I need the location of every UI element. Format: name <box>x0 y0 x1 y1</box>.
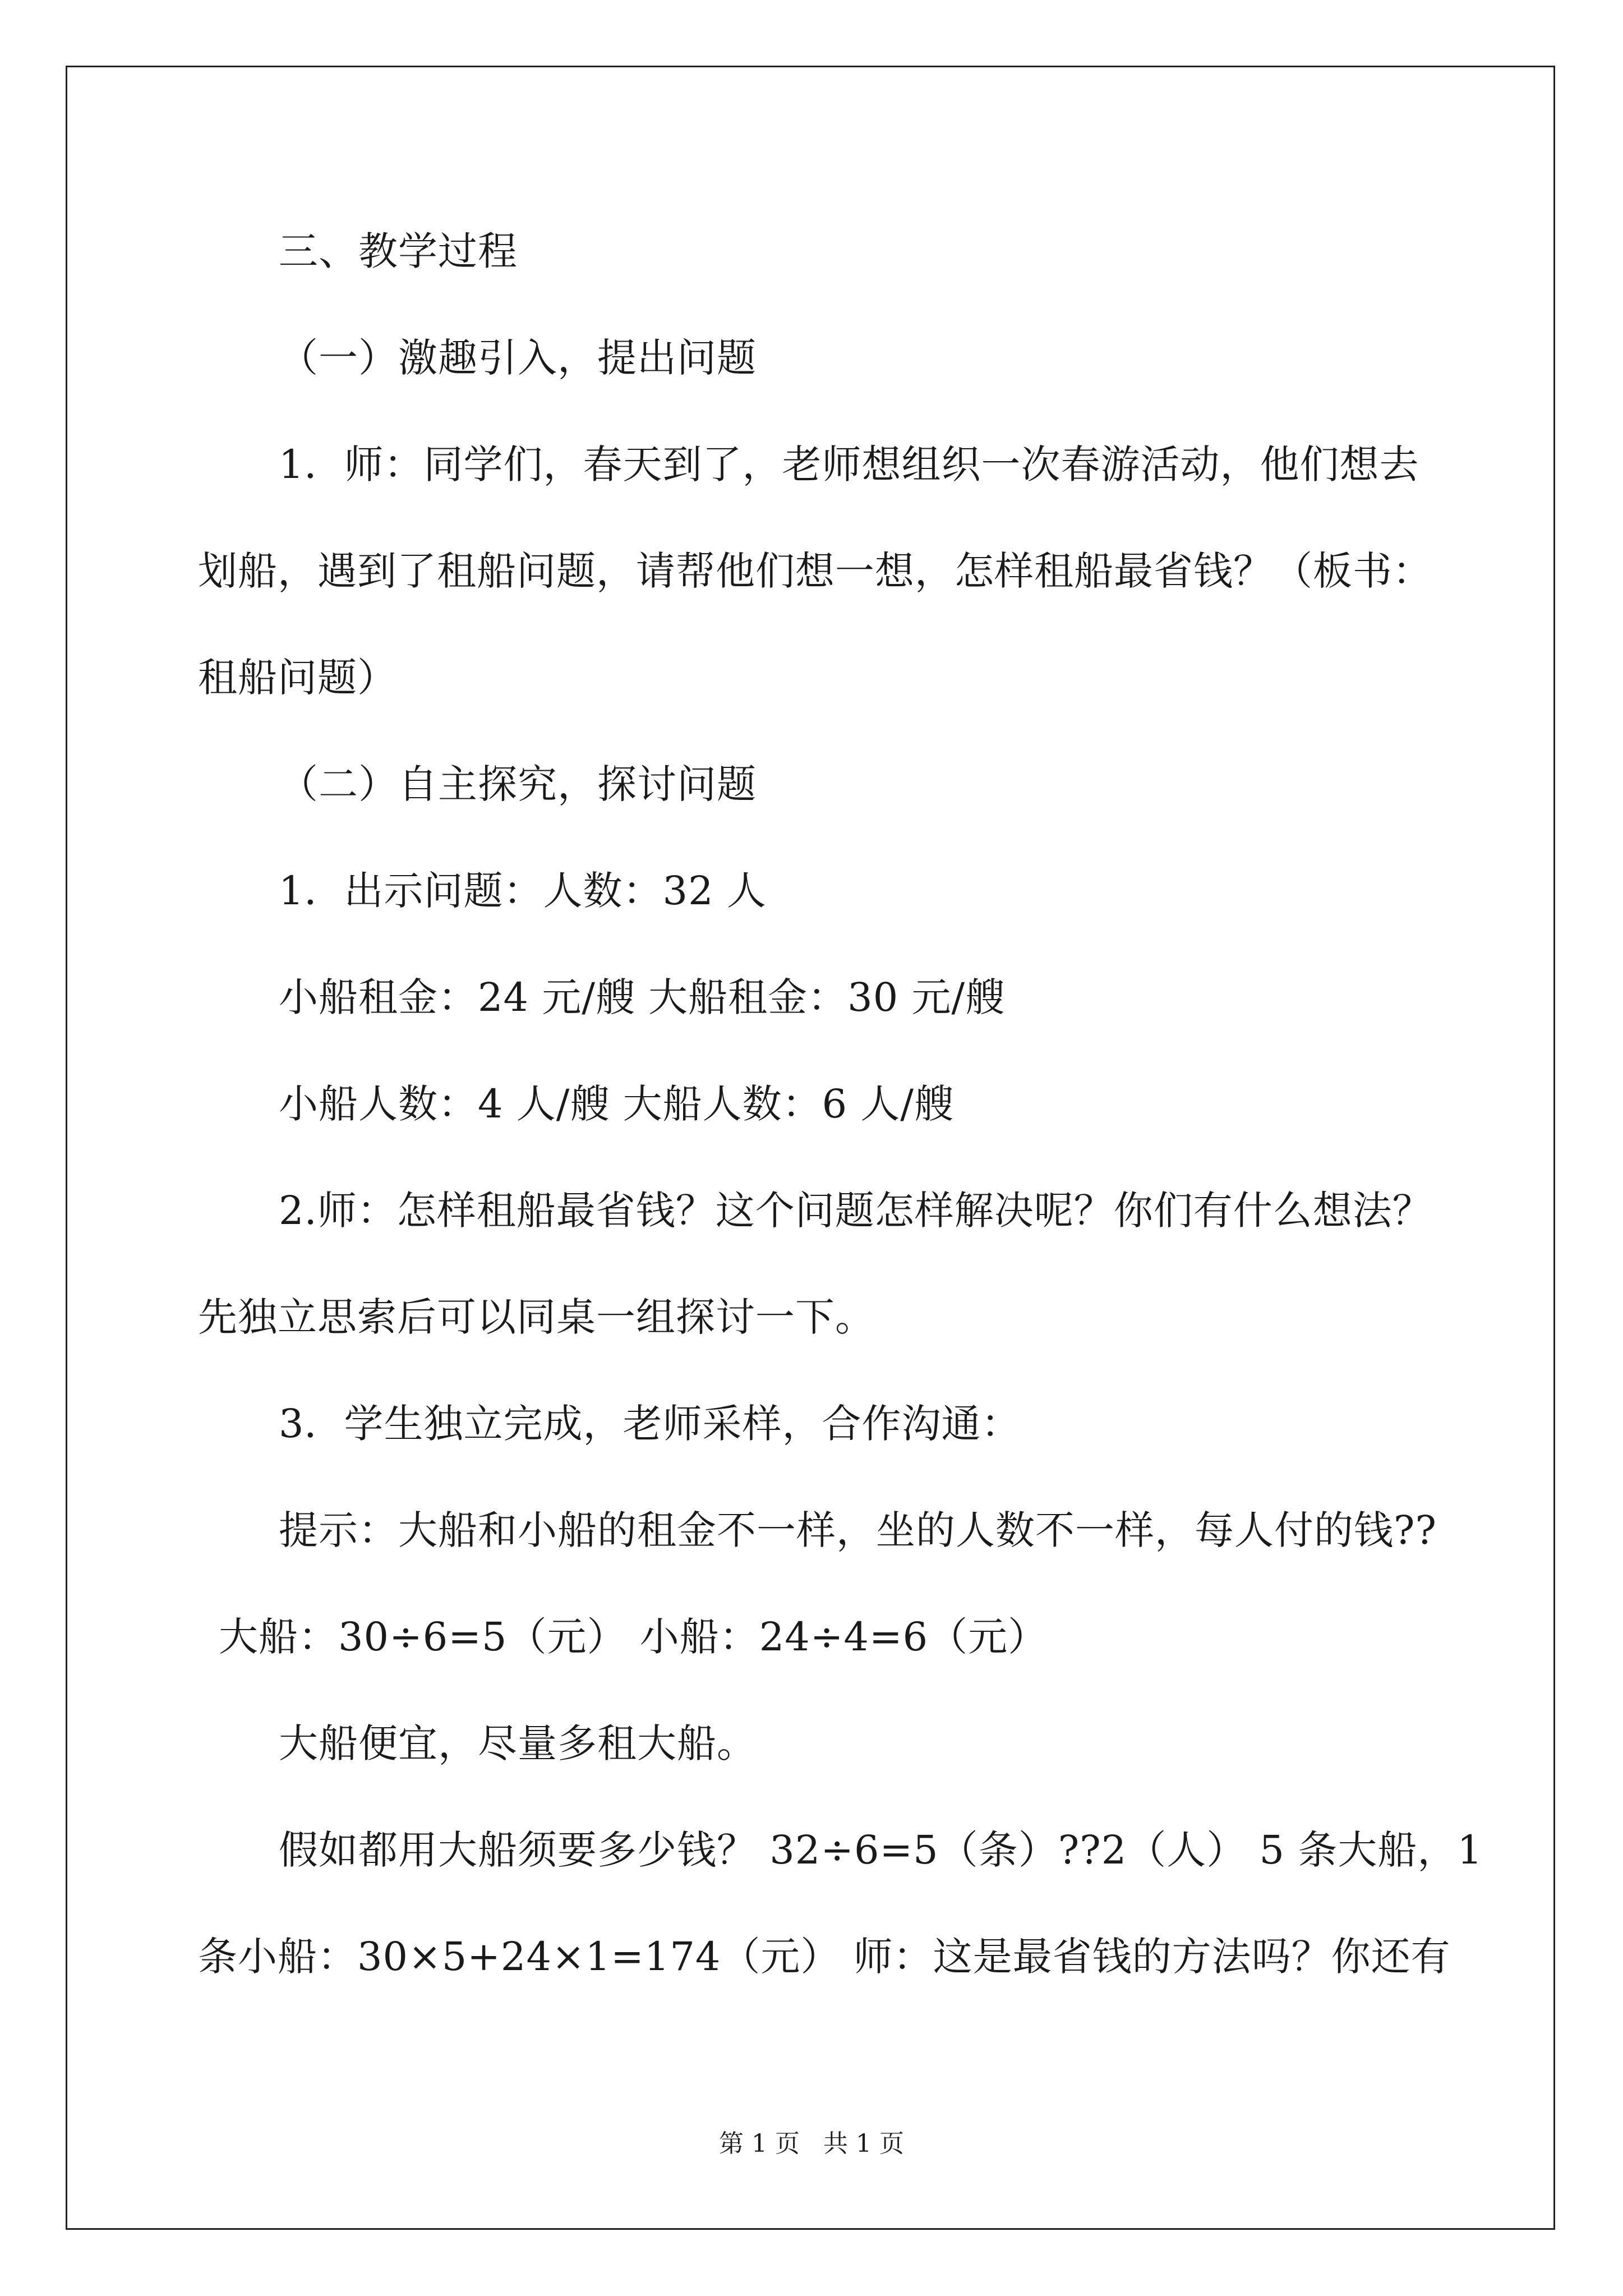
paragraph-line: 小船人数：4 人/艘 大船人数：6 人/艘 <box>279 1081 954 1127</box>
paragraph-line: 3．学生独立完成，老师采样，合作沟通： <box>279 1401 1021 1447</box>
paragraph-line: 条小船：30×5+24×1=174（元） 师：这是最省钱的方法吗？你还有 <box>198 1934 1451 1980</box>
paragraph-line: 先独立思索后可以同桌一组探讨一下。 <box>198 1294 875 1340</box>
heading-teaching-process: 三、教学过程 <box>279 228 518 274</box>
paragraph-line: 1．出示问题：人数：32 人 <box>279 868 767 914</box>
paragraph-line: 大船：30÷6=5（元） 小船：24÷4=6（元） <box>219 1614 1048 1660</box>
section-heading-1: （一）激趣引入，提出问题 <box>279 335 757 381</box>
section-heading-2: （二）自主探究，探讨问题 <box>279 761 757 807</box>
paragraph-line: 租船问题） <box>198 655 397 701</box>
paragraph-line: 2.师：怎样租船最省钱？这个问题怎样解决呢？你们有什么想法？ <box>279 1188 1432 1234</box>
paragraph-line: 1．师：同学们，春天到了，老师想组织一次春游活动，他们想去 <box>279 441 1419 487</box>
page-number-footer: 第 1 页 共 1 页 <box>719 2129 904 2158</box>
page-border <box>66 66 1555 2230</box>
paragraph-line: 提示：大船和小船的租金不一样，坐的人数不一样，每人付的钱?? <box>279 1507 1437 1553</box>
paragraph-line: 小船租金：24 元/艘 大船租金：30 元/艘 <box>279 974 1006 1020</box>
paragraph-line: 划船，遇到了租船问题，请帮他们想一想，怎样租船最省钱？（板书： <box>198 548 1432 594</box>
paragraph-line: 假如都用大船须要多少钱？ 32÷6=5（条）??2（人） 5 条大船，1 <box>279 1827 1483 1873</box>
paragraph-line: 大船便宜，尽量多租大船。 <box>279 1720 757 1766</box>
